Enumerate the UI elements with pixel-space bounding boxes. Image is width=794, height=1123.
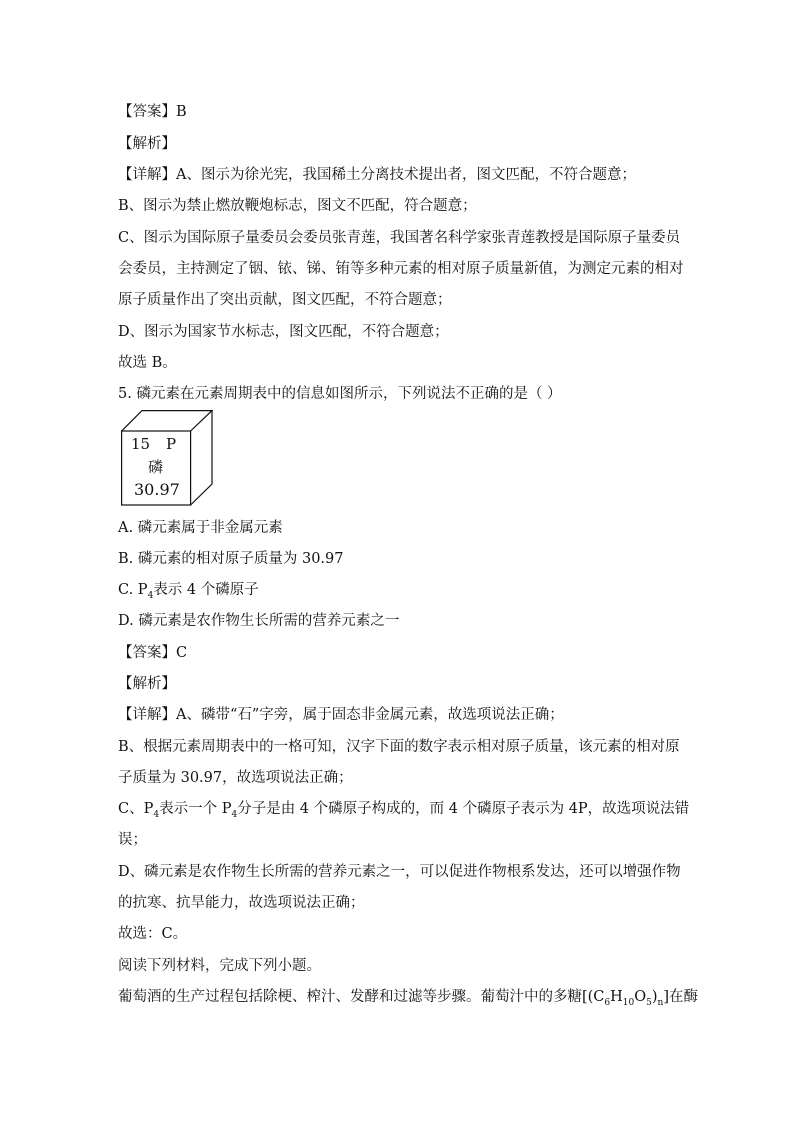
element-cell-figure (121, 410, 213, 506)
detail-q5-c1-part-c: 分子是由 4 个磷原子构成的，而 4 个磷原子表示为 4P，故选项说法错 (237, 801, 690, 817)
detail-q5-c1-part-a: C、P (118, 801, 154, 817)
option-c-prefix: C. P (118, 582, 148, 598)
reading-sub-6: 6 (604, 997, 611, 1008)
atomic-number: 15 (131, 435, 151, 453)
reading-part-e: ]在酶 (663, 989, 699, 1005)
question-stem: 5. 磷元素在元素周期表中的信息如图所示，下列说法不正确的是（ ） (118, 386, 562, 402)
detail-q5-c2: 误； (118, 832, 147, 848)
reading-part-b: H (610, 989, 623, 1005)
detail-q5-c1 (118, 799, 689, 825)
conclusion-q5: 故选：C。 (118, 926, 188, 942)
detail-q5-b1: B、根据元素周期表中的一格可知，汉字下面的数字表示相对原子质量，该元素的相对原 (118, 739, 680, 755)
reading-part-c: O (634, 989, 647, 1005)
analysis-label: 【解析】 (118, 136, 176, 152)
detail-line-a: 【详解】A、图示为徐光宪，我国稀土分离技术提出者，图文匹配，不符合题意； (118, 167, 636, 183)
atomic-mass: 30.97 (134, 480, 180, 499)
analysis-label-q5: 【解析】 (118, 676, 176, 692)
reading-sub-10: 10 (622, 997, 635, 1008)
detail-q5-c1-part-b: 表示一个 P (159, 801, 232, 817)
detail-q5-c1-sub-a: 4 (153, 809, 160, 820)
detail-q5-d2: 的抗寒、抗旱能力，故选项说法正确； (118, 895, 365, 911)
option-c (118, 580, 259, 606)
element-symbol: P (166, 435, 177, 453)
detail-line-c3: 原子质量作出了突出贡献，图文匹配，不符合题意； (118, 292, 452, 308)
detail-q5-a: 【详解】A、磷带“石”字旁，属于固态非金属元素，故选项说法正确； (118, 707, 564, 723)
reading-part-a: 葡萄酒的生产过程包括除梗、榨汁、发酵和过滤等步骤。葡萄汁中的多糖[(C (118, 989, 605, 1005)
option-a: A. 磷元素属于非金属元素 (118, 520, 283, 536)
reading-part-d: ) (651, 989, 658, 1005)
reading-intro: 阅读下列材料，完成下列小题。 (118, 958, 321, 974)
option-c-subscript: 4 (147, 590, 154, 601)
detail-line-b: B、图示为禁止燃放鞭炮标志，图文不匹配，符合题意； (118, 198, 477, 214)
detail-q5-b2: 子质量为 30.97，故选项说法正确； (118, 770, 353, 786)
option-c-suffix: 表示 4 个磷原子 (153, 582, 259, 598)
detail-line-c1: C、图示为国际原子量委员会委员张青莲，我国著名科学家张青莲教授是国际原子量委员 (118, 230, 681, 246)
reading-sub-n: n (657, 997, 664, 1008)
reading-sub-5: 5 (646, 997, 652, 1008)
reading-paragraph (118, 987, 698, 1013)
conclusion: 故选 B。 (118, 355, 177, 371)
option-b: B. 磷元素的相对原子质量为 30.97 (118, 551, 344, 567)
detail-line-d: D、图示为国家节水标志，图文匹配，不符合题意； (118, 324, 449, 340)
detail-q5-d1: D、磷元素是农作物生长所需的营养元素之一，可以促进作物根系发达，还可以增强作物 (118, 864, 681, 880)
answer-label: 【答案】B (118, 104, 187, 120)
detail-q5-c1-sub-b: 4 (231, 809, 238, 820)
detail-line-c2: 会委员，主持测定了铟、铱、锑、铕等多种元素的相对原子质量新值，为测定元素的相对 (118, 261, 684, 277)
option-d: D. 磷元素是农作物生长所需的营养元素之一 (118, 613, 400, 629)
element-name: 磷 (148, 458, 164, 476)
answer-label-q5: 【答案】C (118, 645, 188, 661)
